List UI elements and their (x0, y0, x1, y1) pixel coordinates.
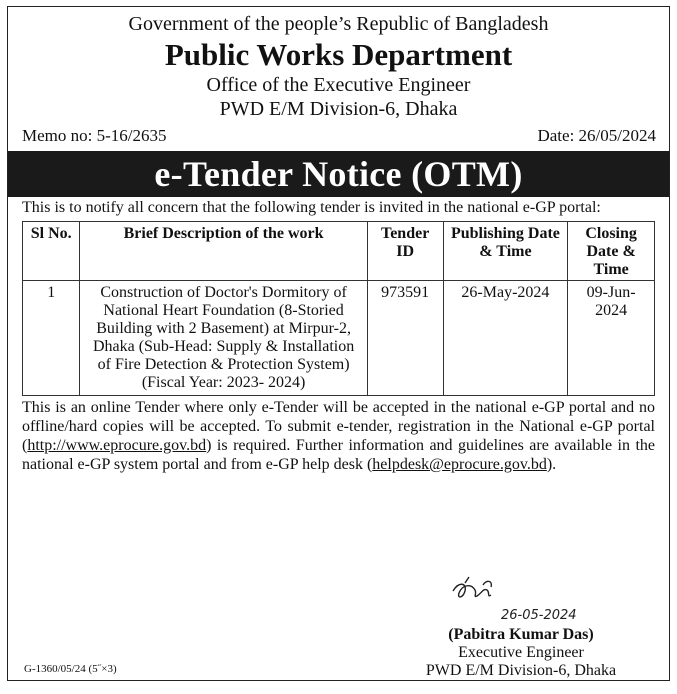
signature-date: 26-05-2024 (501, 608, 577, 623)
header-description: Brief Description of the work (80, 222, 367, 281)
cell-publishing: 26-May-2024 (443, 281, 568, 396)
memo-row (8, 126, 669, 146)
signatory-division: PWD E/M Division-6, Dhaka (425, 662, 617, 679)
cell-closing: 09-Jun-2024 (568, 281, 655, 396)
signatory-title: Executive Engineer (458, 644, 584, 661)
reference-code: G-1360/05/24 (5˝×3) (24, 663, 117, 675)
department-name: Public Works Department (164, 37, 513, 72)
memo-number: Memo no: 5-16/2635 (22, 126, 167, 145)
instructions-part-2: ) is required. Further information and guidelines are available in the national e-GP system portal and from e-GP help desk ( (22, 437, 655, 473)
signatory-name: (Pabitra Kumar Das) (448, 626, 594, 643)
signatory-block (411, 626, 631, 680)
header-sl: Sl No. (23, 222, 80, 281)
tender-instructions (8, 396, 669, 474)
header-closing: Closing Date & Time (568, 222, 655, 281)
notice-page (7, 6, 670, 681)
table-header-row (23, 222, 655, 281)
helpdesk-email-link[interactable]: helpdesk@eprocure.gov.bd (372, 456, 547, 473)
header-publishing: Publishing Date & Time (443, 222, 568, 281)
notice-title-banner: e-Tender Notice (OTM) (8, 151, 669, 197)
memo-date: Date: 26/05/2024 (537, 126, 656, 145)
cell-tender-id: 973591 (367, 281, 443, 396)
division-name: PWD E/M Division-6, Dhaka (219, 98, 458, 120)
instructions-part-3: ). (546, 456, 557, 473)
handwritten-signature (403, 573, 633, 625)
portal-link[interactable]: http://www.eprocure.gov.bd (27, 437, 207, 454)
header-tender-id: Tender ID (367, 222, 443, 281)
instructions-part-1: This is an online Tender where only e-Tender will be accepted in the national e-GP portal and no offline/hard copies will be accepted. To submit e-tender, registration in the National e-GP portal ( (22, 399, 655, 454)
cell-description: Construction of Doctor's Dormitory of National Heart Foundation (8-Storied Building with 2 Basement) at Mirpur-2, Dhaka (Sub-Head: Supply & Installation of Fire Detection & Protection System) (Fiscal Year: 2023- 2024) (80, 281, 367, 396)
intro-text: This is to notify all concern that the following tender is invited in the national e-GP portal: (22, 199, 601, 216)
government-name: Government of the people’s Republic of Bangladesh (128, 13, 549, 35)
cell-sl: 1 (23, 281, 80, 396)
office-name: Office of the Executive Engineer (206, 74, 471, 96)
letterhead (8, 13, 669, 121)
tender-table (22, 221, 655, 396)
table-row (23, 281, 655, 396)
